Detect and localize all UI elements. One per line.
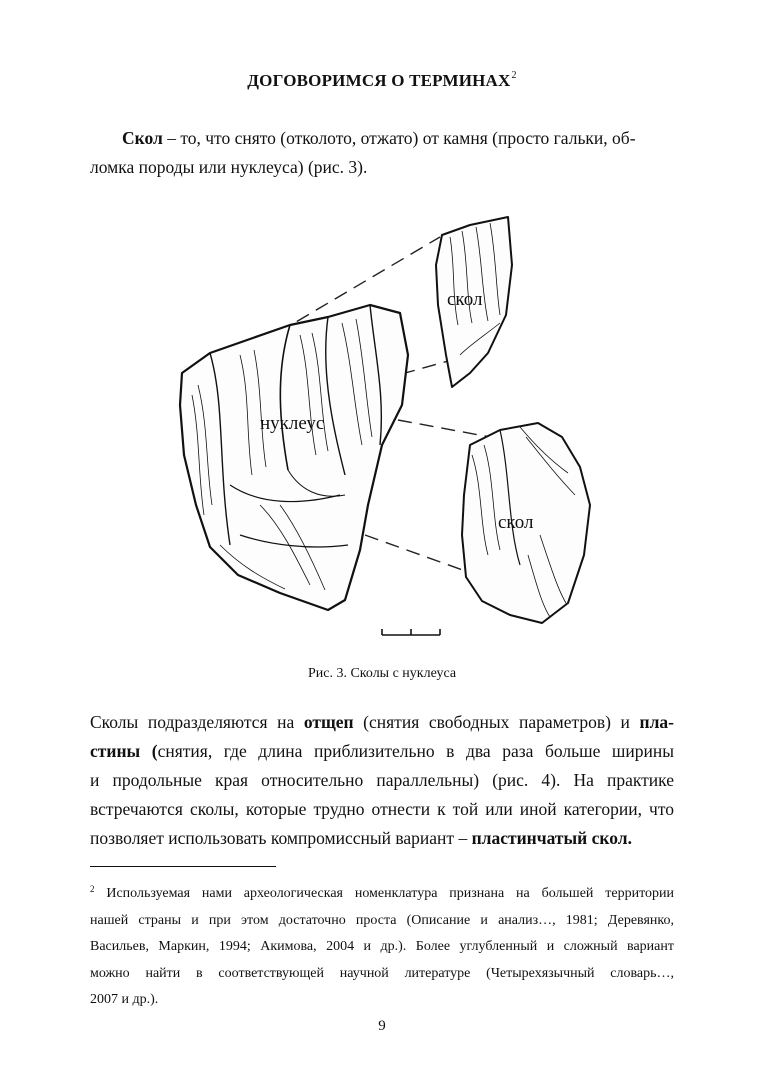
footnote-line-3: Васильев, Маркин, 1994; Акимова, 2004 и др.). Более углубленный и сложный вариант	[90, 939, 674, 954]
footnote-line-2: нашей страны и при этом достаточно проста (Описание и анализ…, 1981; Деревянко,	[90, 912, 674, 928]
scale-bar	[382, 629, 440, 635]
footnote-line-4: можно найти в соответствующей научной литературе (Четырехязычный словарь…,	[90, 965, 674, 981]
page-number: 9	[378, 1018, 386, 1034]
section-heading-text: ДОГОВОРИМСЯ О ТЕРМИНАХ	[247, 71, 511, 90]
label-flake-bottom: скол	[498, 512, 534, 533]
classification-line-4: встречаются сколы, которые трудно отнести к той или иной категории, что	[90, 799, 674, 819]
classification-line-3: и продольные края относительно параллельны) (рис. 4). На практике	[90, 770, 674, 790]
term-skol: Скол	[122, 128, 163, 148]
figure-caption: Рис. 3. Сколы с нуклеуса	[307, 666, 457, 681]
classification-line-5: позволяет использовать компромиссный вариант – пластинчатый скол.	[90, 828, 632, 848]
footnote-line-5: 2007 и др.).	[90, 992, 159, 1007]
figure-flakes-from-core	[170, 205, 600, 645]
intro-paragraph	[90, 124, 674, 182]
footnote-mark: 2	[90, 884, 95, 894]
footnote-divider	[90, 866, 276, 867]
classification-line-2: стины (снятия, где длина приблизительно в два раза больше ширины	[90, 741, 674, 761]
intro-line-2: ломка породы или нуклеуса) (рис. 3).	[90, 157, 368, 177]
footnote	[90, 876, 674, 1014]
footnote-reference[interactable]: 2	[511, 70, 517, 81]
label-core: нуклеус	[260, 413, 325, 434]
footnote-line-1: $^2$ Используемая нами археологическая номенклатура признана на большей территории	[90, 884, 674, 901]
intro-line-1: Скол – то, что снято (отколото, отжато) от камня (просто гальки, об-	[122, 128, 636, 148]
term-plastinchaty-skol: пластинчатый скол.	[471, 828, 632, 848]
term-plastiny: пла-	[639, 712, 674, 732]
classification-line-1: Сколы подразделяются на отщеп (снятия свободных параметров) и пла-	[90, 712, 674, 732]
label-flake-top: скол	[447, 289, 483, 310]
classification-paragraph	[90, 708, 674, 853]
core-drawing	[180, 305, 408, 610]
term-otshchep: отщеп	[303, 712, 354, 732]
section-heading	[0, 70, 764, 91]
